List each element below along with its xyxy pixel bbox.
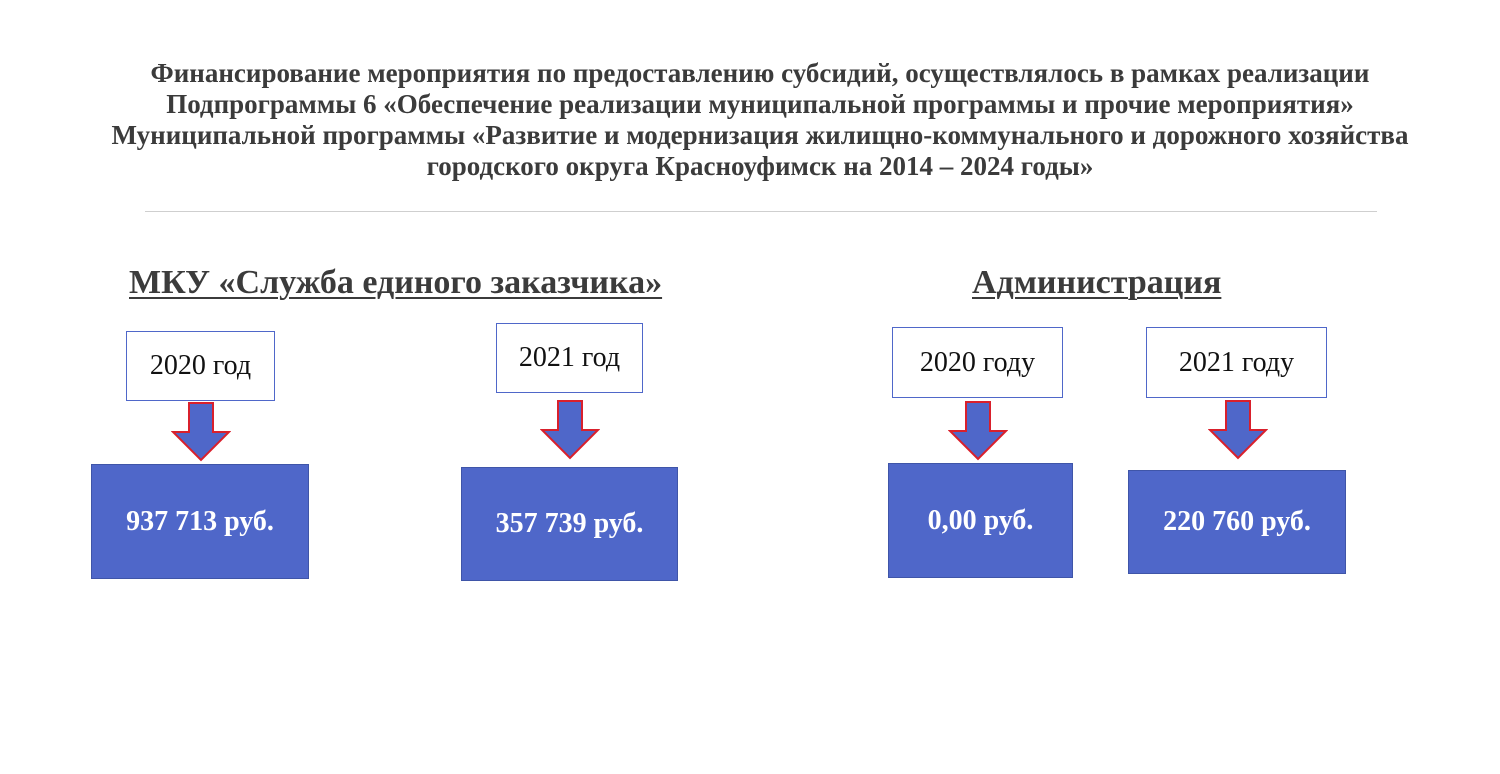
year-box-mku-2021: 2021 год (496, 323, 643, 393)
year-box-admin-2020: 2020 году (892, 327, 1063, 398)
down-arrow-icon (948, 401, 1008, 461)
title-line-2: Подпрограммы 6 «Обеспечение реализации муниципальной программы и прочие мероприятия» (166, 89, 1354, 119)
title-line-4: городского округа Красноуфимск на 2014 – 2024 годы» (426, 151, 1094, 181)
section-heading-administration: Администрация (972, 264, 1222, 301)
title-line-3: Муниципальной программы «Развитие и модернизация жилищно-коммунального и дорожного хозяйства (111, 120, 1409, 150)
amount-box-admin-2021: 220 760 руб. (1128, 470, 1346, 574)
title-line-1: Финансирование мероприятия по предоставлению субсидий, осуществлялось в рамках реализации (150, 58, 1370, 88)
down-arrow-icon (1208, 400, 1268, 460)
year-box-mku-2020: 2020 год (126, 331, 275, 401)
year-box-admin-2021: 2021 году (1146, 327, 1327, 398)
amount-box-admin-2020: 0,00 руб. (888, 463, 1073, 578)
slide-title (20, 58, 1500, 182)
title-divider (145, 211, 1377, 212)
down-arrow-icon (171, 402, 231, 462)
down-arrow-icon (540, 400, 600, 460)
amount-box-mku-2020: 937 713 руб. (91, 464, 309, 579)
section-heading-mku: МКУ «Служба единого заказчика» (129, 264, 663, 301)
amount-box-mku-2021: 357 739 руб. (461, 467, 678, 581)
